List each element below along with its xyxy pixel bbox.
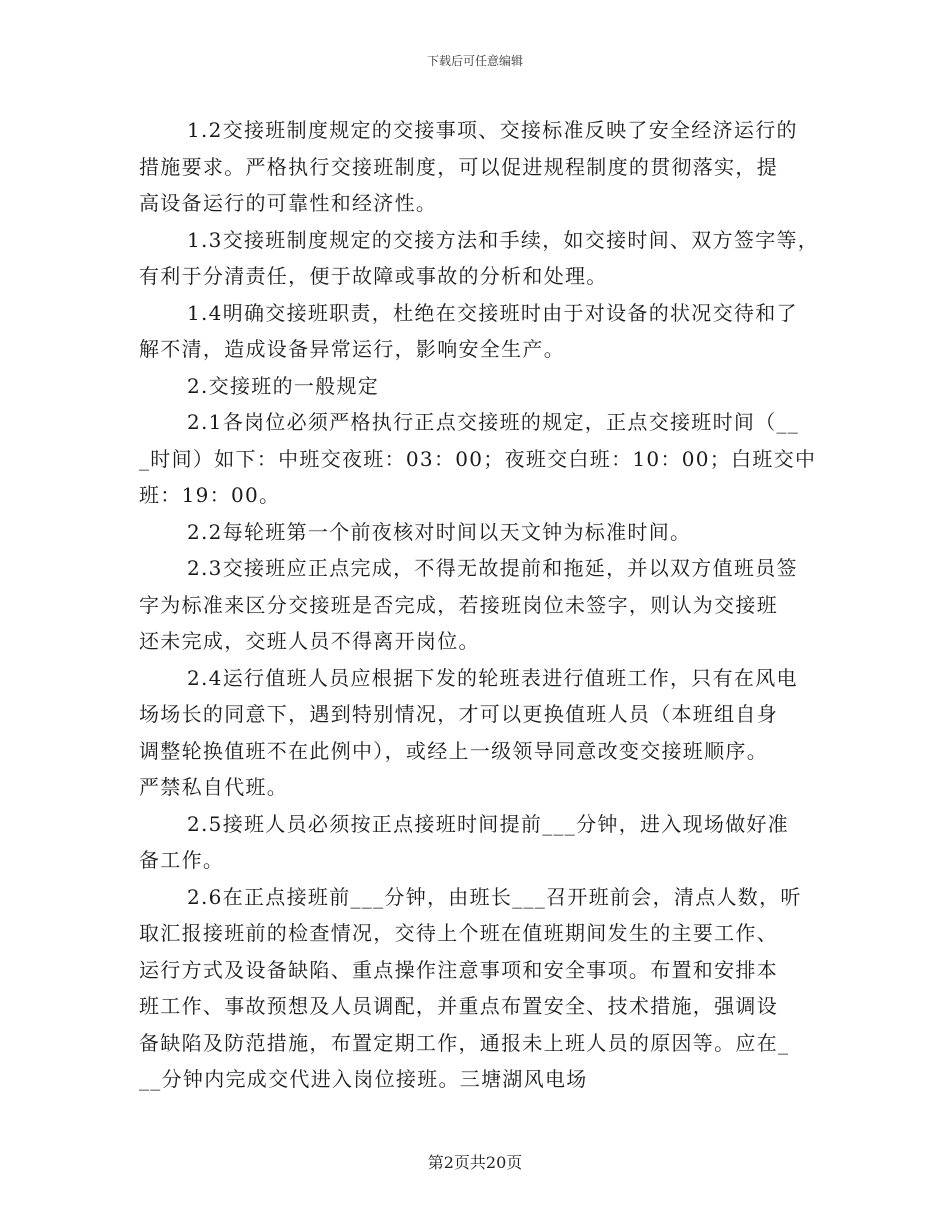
paragraph-line: 有利于分清责任，便于故障或事故的分析和处理。: [139, 264, 608, 288]
paragraph-line: 还未完成，交班人员不得离开岗位。: [139, 629, 480, 653]
paragraph-line: 1.2交接班制度规定的交接事项、交接标准反映了安全经济运行的: [187, 118, 798, 142]
paragraph-line: 场场长的同意下，遇到特别情况，才可以更换值班人员（本班组自身: [139, 702, 778, 726]
paragraph-line: 班：19：00。: [139, 483, 281, 507]
paragraph-line: 高设备运行的可靠性和经济性。: [139, 191, 438, 215]
section-heading: 2.交接班的一般规定: [187, 373, 380, 398]
paragraph-line: 2.6在正点接班前___分钟，由班长___召开班前会，清点人数，听: [187, 884, 802, 909]
paragraph-line: 2.2每轮班第一个前夜核对时间以天文钟为标准时间。: [187, 519, 692, 544]
paragraph-line: 备缺陷及防范措施，布置定期工作，通报未上班人员的原因等。应在_: [139, 1030, 790, 1055]
paragraph-line: 解不清，造成设备异常运行，影响安全生产。: [139, 337, 565, 361]
page-header: 下载后可任意编辑: [426, 54, 523, 68]
page-number: 第2页共20页: [427, 1153, 523, 1172]
document-body: [139, 112, 819, 1098]
paragraph-line: 备工作。: [139, 848, 225, 872]
paragraph-line: 2.4运行值班人员应根据下发的轮班表进行值班工作，只有在风电: [187, 665, 798, 690]
paragraph-line: 2.3交接班应正点完成，不得无故提前和拖延，并以双方值班员签: [187, 556, 798, 580]
paragraph-line: 严禁私自代班。: [139, 775, 289, 799]
paragraph-line: 取汇报接班前的检查情况，交待上个班在值班期间发生的主要工作、: [139, 921, 778, 945]
paragraph-line: 2.5接班人员必须按正点接班时间提前___分钟，进入现场做好准: [187, 811, 790, 836]
paragraph-line: 1.3交接班制度规定的交接方法和手续，如交接时间、双方签字等，: [187, 227, 820, 252]
paragraph-line: 字为标准来区分交接班是否完成，若接班岗位未签字，则认为交接班: [139, 592, 778, 617]
paragraph-line: 2.1各岗位必须严格执行正点交接班的规定，正点交接班时间（__: [187, 410, 800, 434]
paragraph-line: 调整轮换值班不在此例中），或经上一级领导同意改变交接班顺序。: [139, 738, 768, 763]
paragraph-line: 班工作、事故预想及人员调配，并重点布置安全、技术措施，强调设: [139, 994, 778, 1018]
paragraph-line: 运行方式及设备缺陷、重点操作注意事项和安全事项。布置和安排本: [139, 957, 778, 982]
paragraph-line: 措施要求。严格执行交接班制度，可以促进规程制度的贯彻落实，提: [139, 154, 778, 179]
paragraph-line: 1.4明确交接班职责，杜绝在交接班时由于对设备的状况交待和了: [187, 300, 798, 325]
paragraph-line: _时间）如下：中班交夜班：03：00；夜班交白班：10：00；白班交中: [139, 446, 817, 471]
paragraph-line: __分钟内完成交代进入岗位接班。三塘湖风电场: [139, 1067, 588, 1091]
